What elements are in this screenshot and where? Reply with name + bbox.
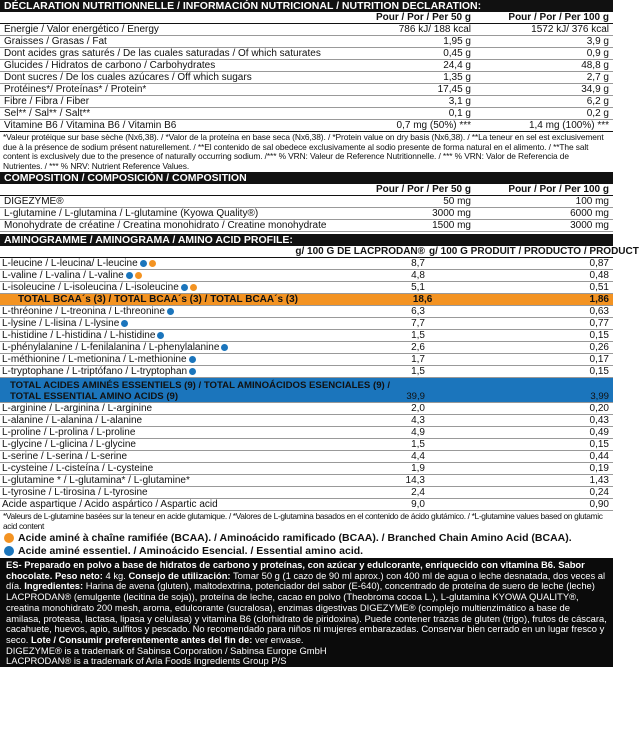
table-row (0, 475, 613, 487)
row-value-1: 4,3 (411, 415, 425, 426)
row-value-1: 24,4 g (443, 60, 471, 71)
table-row (0, 342, 613, 354)
blue-dot-icon (157, 332, 164, 339)
row-label-text: L-valine / L-valina / L-valine (2, 270, 124, 281)
row-label (0, 36, 359, 47)
legend-bcaa (0, 532, 613, 545)
table-row (0, 120, 613, 132)
row-value-2: 0,15 (589, 439, 609, 450)
row-value-1: 3,1 g (448, 96, 471, 107)
nutrition-title: DÉCLARATION NUTRITIONNELLE / INFORMACIÓN NUTRICIONAL / NUTRITION DECLARATION: (0, 0, 613, 12)
table-row (0, 72, 613, 84)
row-value-2: 0,51 (589, 282, 609, 293)
table-row (0, 427, 613, 439)
row-label-text: L-leucine / L-leucina/ L-leucine (2, 258, 138, 269)
row-label-text: L-isoleucine / L-isoleucina / L-isoleucine (2, 282, 179, 293)
row-label (0, 96, 359, 107)
row-value-2: 0,15 (589, 366, 609, 377)
row-value-2: 0,24 (589, 487, 609, 498)
row-value-2: 1,4 mg (100%) *** (528, 120, 609, 131)
row-value-1: 7,7 (411, 318, 425, 329)
table-row (0, 24, 613, 36)
row-value-1: 0,45 g (443, 48, 471, 59)
row-value-1: 3000 mg (432, 208, 471, 219)
amino-rows (0, 258, 613, 511)
lot-value: ver envase. (255, 633, 304, 645)
table-row (0, 318, 613, 330)
table-row (0, 96, 613, 108)
amino-col1: g/ 100 G DE LACPRODAN® (295, 246, 425, 257)
row-label-text: L-arginine / L-arginina / L-arginine (2, 403, 153, 414)
row-label-text: L-glycine / L-glicina / L-glycine (2, 439, 136, 450)
row-value-1: 1,5 (411, 366, 425, 377)
ingredients-lead: ES- Preparado en polvo a base de hidratos de carbono y proteínas, con azúcar y edulcorante, enriquecido con vitamina B6. Sabor chocolate. (6, 559, 585, 581)
row-value-2: 100 mg (575, 196, 609, 207)
legend-bcaa-text: Acide aminé à chaîne ramifiée (BCAA). / Aminoácido ramificado (BCAA). / Branched Chain Amino Acid (BCAA). (18, 532, 572, 544)
row-value-1: 1,7 (411, 354, 425, 365)
row-value-2: 0,44 (589, 451, 609, 462)
blue-dot-icon (4, 546, 14, 556)
row-value-2: 3000 mg (570, 220, 609, 231)
row-label-text: L-phénylalanine / L-fenilalanina / L-phenylalanine (2, 342, 220, 353)
row-value-2: 0,26 (589, 342, 609, 353)
row-value-2: 0,2 g (586, 108, 609, 119)
row-label-text: L-méthionine / L-metionina / L-methionine (2, 354, 187, 365)
row-value-2: 34,9 g (581, 84, 609, 95)
table-row (0, 330, 613, 342)
row-value-1: 0,1 g (448, 108, 471, 119)
row-value-1: 786 kJ/ 188 kcal (398, 24, 471, 35)
table-row (0, 415, 613, 427)
composition-col1: Pour / Por / Per 50 g (375, 184, 471, 195)
row-label (0, 60, 359, 71)
table-row (0, 403, 613, 415)
orange-dot-icon (190, 284, 197, 291)
row-label-text: Monohydrate de créatine / Creatina monohidrato / Creatine monohydrate (4, 220, 327, 231)
row-label (0, 451, 285, 462)
row-label (0, 294, 298, 305)
composition-title: COMPOSITION / COMPOSICIÓN / COMPOSITION (0, 172, 613, 184)
row-label-text: TOTAL BCAA´s (3) / TOTAL BCAA´s (3) / TOTAL BCAA´s (3) (18, 294, 299, 305)
row-value-1: 2,4 (411, 487, 425, 498)
row-value-1: 39,9 (406, 391, 425, 402)
row-value-1: 18,6 (412, 294, 433, 305)
nutrition-section (0, 0, 613, 172)
row-label-text: L-serine / L-serina / L-serine (2, 451, 128, 462)
legend-essential (0, 545, 613, 558)
row-value-1: 2,0 (411, 403, 425, 414)
row-label-text: L-tyrosine / L-tirosina / L-tyrosine (2, 487, 148, 498)
essential-total-row (0, 378, 613, 403)
row-label (0, 354, 285, 365)
essential-total-label: TOTAL ACIDES AMINÉS ESSENTIELS (9) / TOTAL AMINOÁCIDOS ESENCIALES (9) / (10, 380, 391, 391)
blue-dot-icon (167, 308, 174, 315)
row-value-2: 0,90 (589, 499, 609, 510)
row-value-1: 1,5 (411, 330, 425, 341)
trademark-1: DIGEZYME® is a trademark of Sabinsa Corporation / Sabinsa Europe GmbH (6, 644, 327, 656)
row-value-1: 1,5 (411, 439, 425, 450)
row-value-1: 0,7 mg (50%) *** (396, 120, 471, 131)
amino-section (0, 234, 639, 532)
composition-col2: Pour / Por / Per 100 g (508, 184, 609, 195)
row-label (0, 84, 359, 95)
table-row (0, 439, 613, 451)
row-label-text: Dont sucres / De los cuales azúcares / Off which sugars (4, 72, 252, 83)
nutrition-column-header (0, 12, 613, 24)
nutrition-col2: Pour / Por / Per 100 g (508, 12, 609, 23)
orange-dot-icon (149, 260, 156, 267)
net-weight-label: Peso neto: (54, 569, 103, 581)
row-label-text: L-proline / L-prolina / L-proline (2, 427, 136, 438)
row-label (0, 403, 285, 414)
row-label-text: Sel** / Sal** / Salt** (4, 108, 91, 119)
table-row (0, 294, 613, 306)
table-row (0, 270, 613, 282)
row-value-2: 0,49 (589, 427, 609, 438)
row-label (0, 475, 285, 486)
row-value-1: 1,35 g (443, 72, 471, 83)
blue-dot-icon (140, 260, 147, 267)
trademark-2: LACPRODAN® is a trademark of Arla Foods Ingredients Group P/S (6, 655, 287, 667)
table-row (0, 196, 613, 208)
row-label (0, 108, 359, 119)
usage-text: Tomar 50 g (1 cazo de 90 ml aprox.) con 400 ml de agua o leche desnatada, dos veces al día. (6, 569, 606, 592)
row-label (0, 330, 285, 341)
row-value-2: 6000 mg (570, 208, 609, 219)
row-label-text: L-glutamine / L-glutamina / L-glutamine (Kyowa Quality®) (4, 208, 259, 219)
row-value-1: 4,9 (411, 427, 425, 438)
row-label (0, 366, 285, 377)
row-label (0, 220, 359, 231)
row-value-2: 1,43 (589, 475, 609, 486)
orange-dot-icon (135, 272, 142, 279)
row-label-text: L-cysteine / L-cisteína / L-cysteine (2, 463, 154, 474)
row-label (0, 208, 359, 219)
row-value-1: 4,4 (411, 451, 425, 462)
row-value-2: 3,99 (590, 391, 609, 402)
blue-dot-icon (126, 272, 133, 279)
row-value-2: 0,15 (589, 330, 609, 341)
row-label-text: Graisses / Grasas / Fat (4, 36, 107, 47)
row-label-text: Énergie / Valor energético / Energy (4, 24, 159, 35)
row-value-2: 1572 kJ/ 376 kcal (531, 24, 609, 35)
trademark-3: KYOWA QUALITY® and KQ Logo are registered trademarks of KYOWA HAKKO BIO CO., LTD (6, 666, 401, 678)
row-value-2: 3,9 g (586, 36, 609, 47)
orange-dot-icon (4, 533, 14, 543)
row-label (0, 427, 285, 438)
row-value-2: 2,7 g (586, 72, 609, 83)
blue-dot-icon (189, 368, 196, 375)
row-value-2: 0,19 (589, 463, 609, 474)
table-row (0, 258, 613, 270)
row-label-text: DIGEZYME® (4, 196, 64, 207)
row-label (0, 415, 285, 426)
usage-label: Consejo de utilización: (128, 569, 231, 581)
row-value-2: 48,8 g (581, 60, 609, 71)
table-row (0, 306, 613, 318)
row-value-2: 0,9 g (586, 48, 609, 59)
ingredients-label: Ingredientes: (24, 580, 84, 592)
row-label (0, 318, 285, 329)
row-label-text: Protéines*/ Proteínas* / Protein* (4, 84, 147, 95)
row-value-1: 1,95 g (443, 36, 471, 47)
blue-dot-icon (221, 344, 228, 351)
essential-total-label-2: TOTAL ESSENTIAL AMINO ACIDS (9) (10, 391, 179, 402)
nutrition-rows (0, 24, 613, 132)
amino-col2: g/ 100 G PRODUIT / PRODUCTO / PRODUCT (429, 246, 639, 257)
row-label (0, 282, 285, 293)
table-row (0, 108, 613, 120)
row-value-1: 14,3 (405, 475, 425, 486)
row-value-1: 17,45 g (437, 84, 471, 95)
row-label (0, 499, 285, 510)
row-value-2: 0,20 (589, 403, 609, 414)
table-row (0, 487, 613, 499)
nutrition-footnote: *Valeur protéique sur base sèche (Nx6,38). / *Valor de la proteína en base seca (Nx6,38). / *Protein value on dry basis (Nx6,38). / **La teneur en sel est exclusivement due à la présence de sodium présent naturellement. / **El contenido de sal obedece exclusivamente al sodio presente de forma natural en el alimento. / **The salt content is exclusively due to the presence of naturally occurring sodium. /*** % VRN: Valeur de Reference Nutritionnelle. / *** % VRN: Valor de Referencia de Nutrientes. / *** % NRV: Nutrient Reference Values. (3, 132, 604, 171)
ingredients-paragraph (6, 560, 607, 646)
row-label-text: Dont acides gras saturés / De las cuales saturadas / Of which saturates (4, 48, 321, 59)
legend-essential-text: Acide aminé essentiel. / Aminoácido Esencial. / Essential amino acid. (18, 545, 364, 557)
row-value-1: 2,6 (411, 342, 425, 353)
row-label (0, 463, 285, 474)
row-value-1: 50 mg (443, 196, 471, 207)
row-label (0, 258, 285, 269)
row-label-text: L-histidine / L-histidina / L-histidine (2, 330, 156, 341)
blue-dot-icon (189, 356, 196, 363)
row-value-2: 1,86 (589, 294, 609, 305)
row-value-1: 6,3 (411, 306, 425, 317)
amino-footnote: *Valeurs de L-glutamine basées sur la teneur en acide glutamique. / *Valores de L-glutamina basados en el contenido de ácido glutámico. / *L-glutamine values based on glutamic acid content (3, 511, 603, 531)
row-value-2: 0,43 (589, 415, 609, 426)
row-value-2: 0,63 (589, 306, 609, 317)
table-row (0, 48, 613, 60)
row-value-1: 5,1 (411, 282, 425, 293)
table-row (0, 220, 613, 232)
row-label-text: L-lysine / L-lisina / L-lysine (2, 318, 120, 329)
row-label (0, 24, 359, 35)
row-label-text: Fibre / Fibra / Fiber (4, 96, 90, 107)
row-label (0, 196, 359, 207)
table-row (0, 463, 613, 475)
nutrition-col1: Pour / Por / Per 50 g (375, 12, 471, 23)
row-value-2: 0,48 (589, 270, 609, 281)
row-value-1: 1500 mg (432, 220, 471, 231)
row-value-2: 0,77 (589, 318, 609, 329)
row-value-1: 4,8 (411, 270, 425, 281)
table-row (0, 499, 613, 511)
composition-section (0, 172, 613, 232)
row-label-text: Acide aspartique / Acido aspártico / Aspartic acid (2, 499, 218, 510)
row-label (0, 342, 285, 353)
table-row (0, 84, 613, 96)
blue-dot-icon (181, 284, 188, 291)
row-label-text: Glucides / Hidratos de carbono / Carbohydrates (4, 60, 216, 71)
row-label (0, 487, 285, 498)
row-label-text: Vitamine B6 / Vitamina B6 / Vitamin B6 (4, 120, 177, 131)
table-row (0, 60, 613, 72)
row-label (0, 306, 285, 317)
table-row (0, 354, 613, 366)
legend (0, 532, 613, 558)
row-label (0, 120, 359, 131)
composition-column-header (0, 184, 613, 196)
row-value-1: 1,9 (411, 463, 425, 474)
row-label (0, 270, 285, 281)
row-label-text: L-tryptophane / L-triptófano / L-tryptophan (2, 366, 188, 377)
row-label (0, 48, 359, 59)
row-value-2: 0,87 (589, 258, 609, 269)
ingredients-text: Harina de avena (gluten), maltodextrina, potenciador del sabor (E-640), concentrado de proteína de suero de leche (leche) LACPRODAN® (emulgente (lecitina de soja)), proteína de leche, cacao en polvo (Theobroma cocoa L.), L-glutamina KYOWA QUALITY®, creatina monohidrato 200 mesh, aroma, edulcorante (sucralosa), enzimas digestivas DIGEZYME® (complejo multienzimático a base de amilasa, proteasa, lactasa, lipasa y celulasa) y vitamina B6 (clorhidrato de piridoxina). Puede contener trazas de gluten (trigo), frutos de cáscara, cacahuete, huevos, apio, sulfitos y pescado. No recomendado para niños ni mujeres embarazadas. Conservar bien cerrado en un lugar fresco y seco. (6, 580, 607, 645)
table-row (0, 366, 613, 378)
composition-rows (0, 196, 613, 232)
row-label (0, 439, 285, 450)
table-row (0, 451, 613, 463)
row-value-2: 0,17 (589, 354, 609, 365)
row-value-2: 6,2 g (586, 96, 609, 107)
essential-total-line2 (10, 391, 613, 402)
row-label-text: L-alanine / L-alanina / L-alanine (2, 415, 143, 426)
lot-label: Lote / Consumir preferentemente antes del fin de: (31, 633, 253, 645)
table-row (0, 282, 613, 294)
blue-dot-icon (121, 320, 128, 327)
table-row (0, 208, 613, 220)
ingredients-box (0, 558, 613, 678)
amino-column-header (0, 246, 639, 258)
row-label (0, 72, 359, 83)
amino-title: AMINOGRAMME / AMINOGRAMA / AMINO ACID PROFILE: (0, 234, 613, 246)
row-label-text: L-thréonine / L-treonina / L-threonine (2, 306, 165, 317)
table-row (0, 36, 613, 48)
net-weight-value: 4 kg. (105, 569, 126, 581)
row-value-1: 8,7 (411, 258, 425, 269)
row-label-text: L-glutamine * / L-glutamina* / L-glutamine* (2, 475, 190, 486)
row-value-1: 9,0 (411, 499, 425, 510)
